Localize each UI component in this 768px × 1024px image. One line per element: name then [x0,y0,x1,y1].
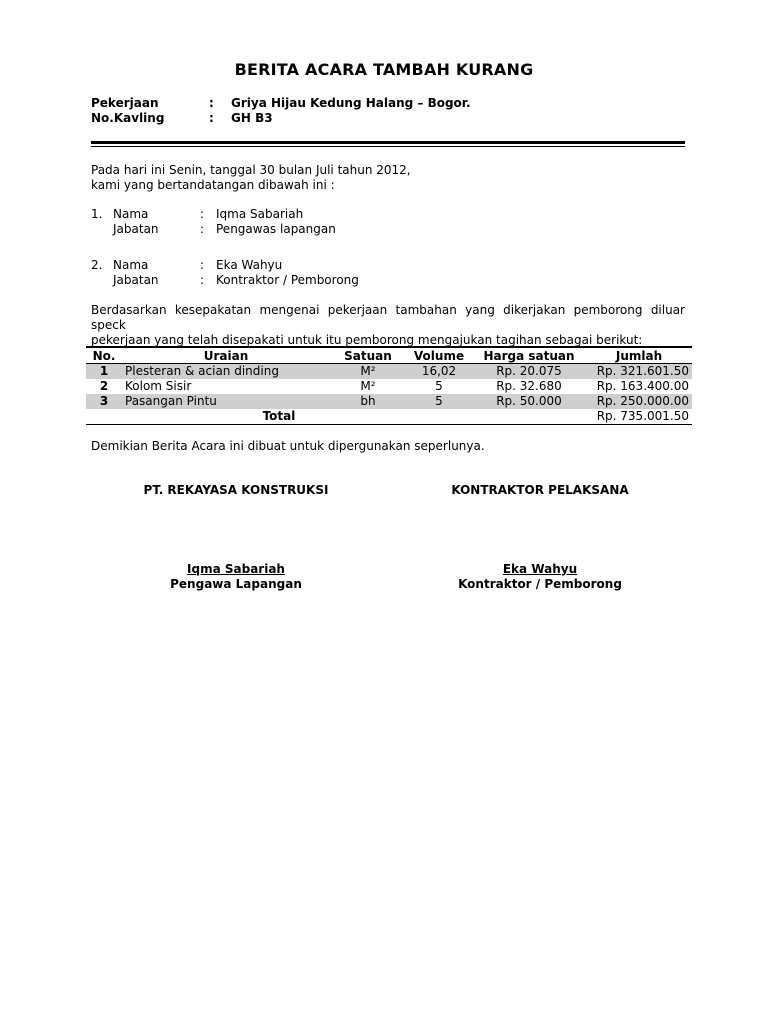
right-signatory-name: Eka Wahyu [502,562,578,576]
left-organization: PT. REKAYASA KONSTRUKSI [143,483,329,497]
jabatan-label: Jabatan [113,273,159,287]
items-table [86,346,692,425]
table-row [86,379,692,394]
kavling-value: GH B3 [231,111,273,125]
table-row [86,364,692,380]
table-header-row [86,347,692,364]
person-number: 1. [91,207,103,221]
cell-jumlah: Rp. 250.000.00 [586,394,692,409]
agreement-paragraph [91,303,685,348]
cell-uraian: Kolom Sisir [125,379,192,393]
person-1-name: Iqma Sabariah [216,207,304,221]
person-number: 2. [91,258,103,272]
colon: : [200,273,205,287]
left-signatory [96,562,376,576]
nama-label: Nama [113,207,149,221]
cell-jumlah: Rp. 321.601.50 [586,364,692,380]
right-signatory-role: Kontraktor / Pemborong [458,577,622,591]
cell-uraian: Plesteran & acian dinding [122,364,330,380]
header-no: No. [86,347,122,364]
cell-volume: 16,02 [406,364,472,380]
right-organization: KONTRAKTOR PELAKSANA [451,483,629,497]
left-signatory-name: Iqma Sabariah [187,562,285,576]
intro-line-2: kami yang bertandatangan dibawah ini : [91,178,335,192]
document-title: BERITA ACARA TAMBAH KURANG [234,60,534,79]
pekerjaan-label: Pekerjaan [91,96,159,110]
person-2-name: Eka Wahyu [216,258,283,272]
cell-satuan: bh [330,394,406,409]
right-signatory [400,562,680,576]
nama-label: Nama [113,258,149,272]
pekerjaan-value: Griya Hijau Kedung Halang – Bogor. [231,96,471,110]
kavling-label: No.Kavling [91,111,165,125]
closing-statement: Demikian Berita Acara ini dibuat untuk dipergunakan seperlunya. [91,439,485,453]
table-row [86,394,692,409]
header-uraian: Uraian [122,347,330,364]
colon: : [209,111,214,125]
cell-uraian: Pasangan Pintu [122,394,330,409]
person-2-role: Kontraktor / Pemborong [216,273,359,287]
header-jumlah: Jumlah [586,347,692,364]
cell-harga: Rp. 50.000 [472,394,586,409]
cell-volume: 5 [406,394,472,409]
cell-jumlah: Rp. 163.400.00 [596,379,689,393]
cell-satuan: M² [360,379,376,393]
header-satuan: Satuan [330,347,406,364]
colon: : [200,258,205,272]
paragraph-line-1: Berdasarkan kesepakatan mengenai pekerjaan tambahan yang dikerjakan pemborong diluar speck [91,303,685,332]
colon: : [200,222,205,236]
person-1-role: Pengawas lapangan [216,222,336,236]
table-total-row [86,409,692,425]
cell-no: 1 [86,364,122,380]
header-harga: Harga satuan [472,347,586,364]
cell-harga: Rp. 32.680 [496,379,562,393]
cell-no: 3 [86,394,122,409]
left-signatory-role: Pengawa Lapangan [170,577,302,591]
colon: : [200,207,205,221]
cell-no: 2 [99,379,109,393]
paragraph-line-2: pekerjaan yang telah disepakati untuk itu pemborong mengajukan tagihan sebagai berikut: [91,333,643,347]
total-spacer [472,409,586,425]
colon: : [209,96,214,110]
cell-satuan: M² [330,364,406,380]
jabatan-label: Jabatan [113,222,159,236]
total-label: Total [86,409,472,425]
header-rule-thin [91,146,685,147]
header-rule-thick [91,141,685,144]
total-value: Rp. 735.001.50 [586,409,692,425]
cell-volume: 5 [435,379,443,393]
header-volume: Volume [406,347,472,364]
intro-line-1: Pada hari ini Senin, tanggal 30 bulan Juli tahun 2012, [91,163,411,177]
cell-harga: Rp. 20.075 [472,364,586,380]
